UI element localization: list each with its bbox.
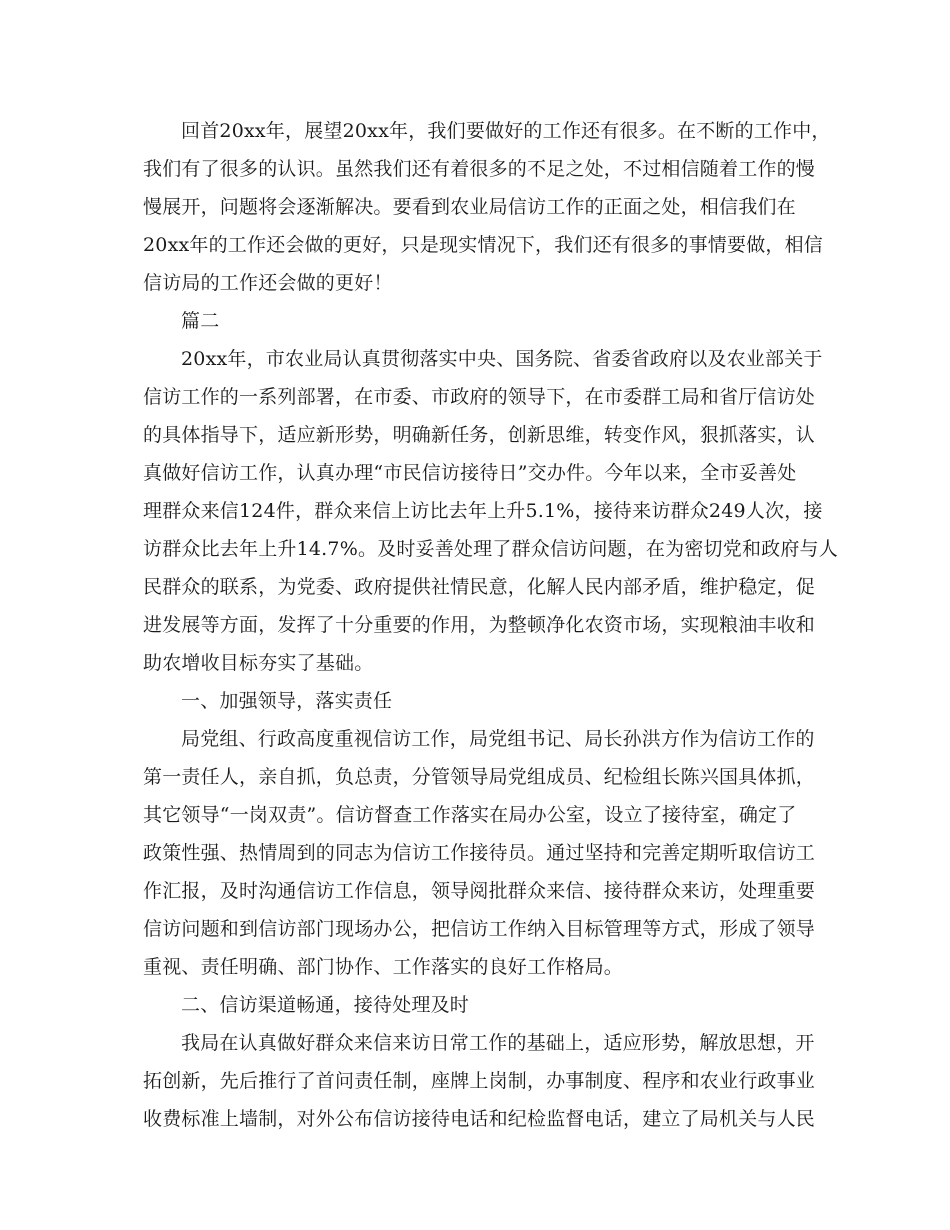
section-heading: 篇二 (181, 310, 220, 332)
paragraph-line: 访群众比去年上升14.7%。及时妥善处理了群众信访问题，在为密切党和政府与人 (143, 538, 838, 560)
section-heading: 一、加强领导，落实责任 (181, 690, 393, 712)
paragraph-line: 助农增收目标夯实了基础。 (143, 652, 374, 674)
paragraph-line: 的具体指导下，适应新形势，明确新任务，创新思维，转变作风，狠抓落实，认 (143, 424, 816, 446)
paragraph-line: 其它领导“一岗双责”。信访督查工作落实在局办公室，设立了接待室，确定了 (143, 804, 797, 826)
paragraph-line: 第一责任人，亲自抓，负总责，分管领导局党组成员、纪检组长陈兴国具体抓， (143, 766, 816, 788)
paragraph-line: 真做好信访工作，认真办理“市民信访接待日”交办件。今年以来，全市妥善处 (143, 462, 797, 484)
paragraph-line: 信访问题和到信访部门现场办公，把信访工作纳入目标管理等方式，形成了领导 (143, 918, 816, 940)
paragraph-line: 回首20xx年，展望20xx年，我们要做好的工作还有很多。在不断的工作中， (181, 120, 831, 142)
paragraph-line: 重视、责任明确、部门协作、工作落实的良好工作格局。 (143, 956, 624, 978)
paragraph-line: 局党组、行政高度重视信访工作，局党组书记、局长孙洪方作为信访工作的 (181, 728, 815, 750)
paragraph-line: 我们有了很多的认识。虽然我们还有着很多的不足之处，不过相信随着工作的慢 (143, 158, 816, 180)
paragraph-line: 信访局的工作还会做的更好！ (143, 272, 393, 294)
paragraph-line: 民群众的联系，为党委、政府提供社情民意，化解人民内部矛盾，维护稳定，促 (143, 576, 816, 598)
paragraph-line: 20xx年的工作还会做的更好，只是现实情况下，我们还有很多的事情要做，相信 (143, 234, 824, 256)
paragraph-line: 慢展开，问题将会逐渐解决。要看到农业局信访工作的正面之处，相信我们在 (143, 196, 796, 218)
paragraph-line: 政策性强、热情周到的同志为信访工作接待员。通过坚持和完善定期听取信访工 (143, 842, 816, 864)
paragraph-line: 收费标准上墙制，对外公布信访接待电话和纪检监督电话，建立了局机关与人民 (143, 1108, 816, 1130)
paragraph-line: 拓创新，先后推行了首问责任制，座牌上岗制，办事制度、程序和农业行政事业 (143, 1070, 816, 1092)
document-body (143, 112, 838, 1138)
paragraph-line: 理群众来信124件，群众来信上访比去年上升5.1%，接待来访群众249人次，接 (143, 500, 823, 522)
paragraph-line: 我局在认真做好群众来信来访日常工作的基础上，适应形势，解放思想，开 (181, 1032, 815, 1054)
section-heading: 二、信访渠道畅通，接待处理及时 (181, 994, 470, 1016)
paragraph-line: 进发展等方面，发挥了十分重要的作用，为整顿净化农资市场，实现粮油丰收和 (143, 614, 816, 636)
paragraph-line: 信访工作的一系列部署，在市委、市政府的领导下，在市委群工局和省厅信访处 (143, 386, 816, 408)
paragraph-line: 作汇报，及时沟通信访工作信息，领导阅批群众来信、接待群众来访，处理重要 (143, 880, 816, 902)
paragraph-line: 20xx年，市农业局认真贯彻落实中央、国务院、省委省政府以及农业部关于 (181, 348, 823, 370)
